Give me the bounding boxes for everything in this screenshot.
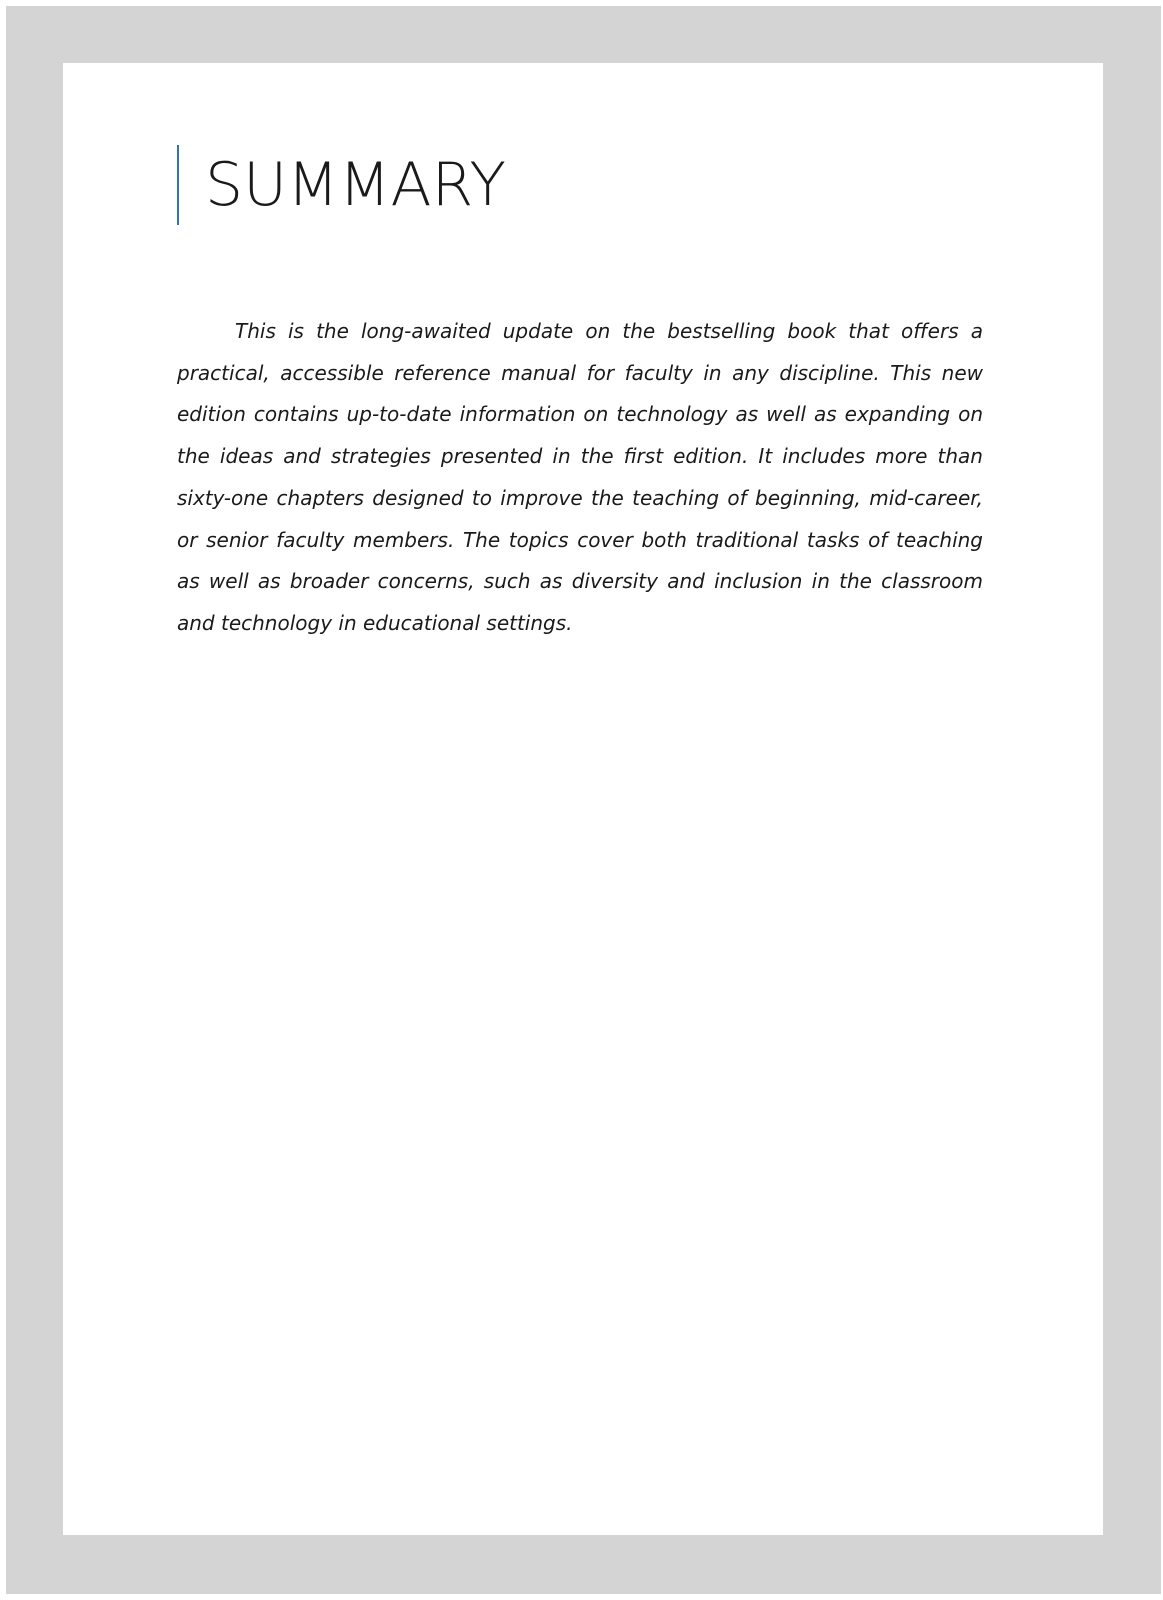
document-page	[63, 63, 1103, 1535]
page-border	[6, 6, 1161, 1594]
page-title: SUMMARY	[205, 150, 507, 220]
heading-accent-rule	[177, 145, 179, 225]
heading-block	[177, 145, 506, 225]
summary-paragraph: This is the long-awaited update on the bestselling book that offers a practical, accessible reference manual for faculty in any discipline. This new edition contains up-to-date information on technology as well as expanding on the ideas and strategies presented in the first edition. It includes more than sixty-one chapters designed to improve the teaching of beginning, mid-career, or senior faculty members. The topics cover both traditional tasks of teaching as well as broader concerns, such as diversity and inclusion in the classroom and technology in educational settings.	[177, 319, 983, 635]
